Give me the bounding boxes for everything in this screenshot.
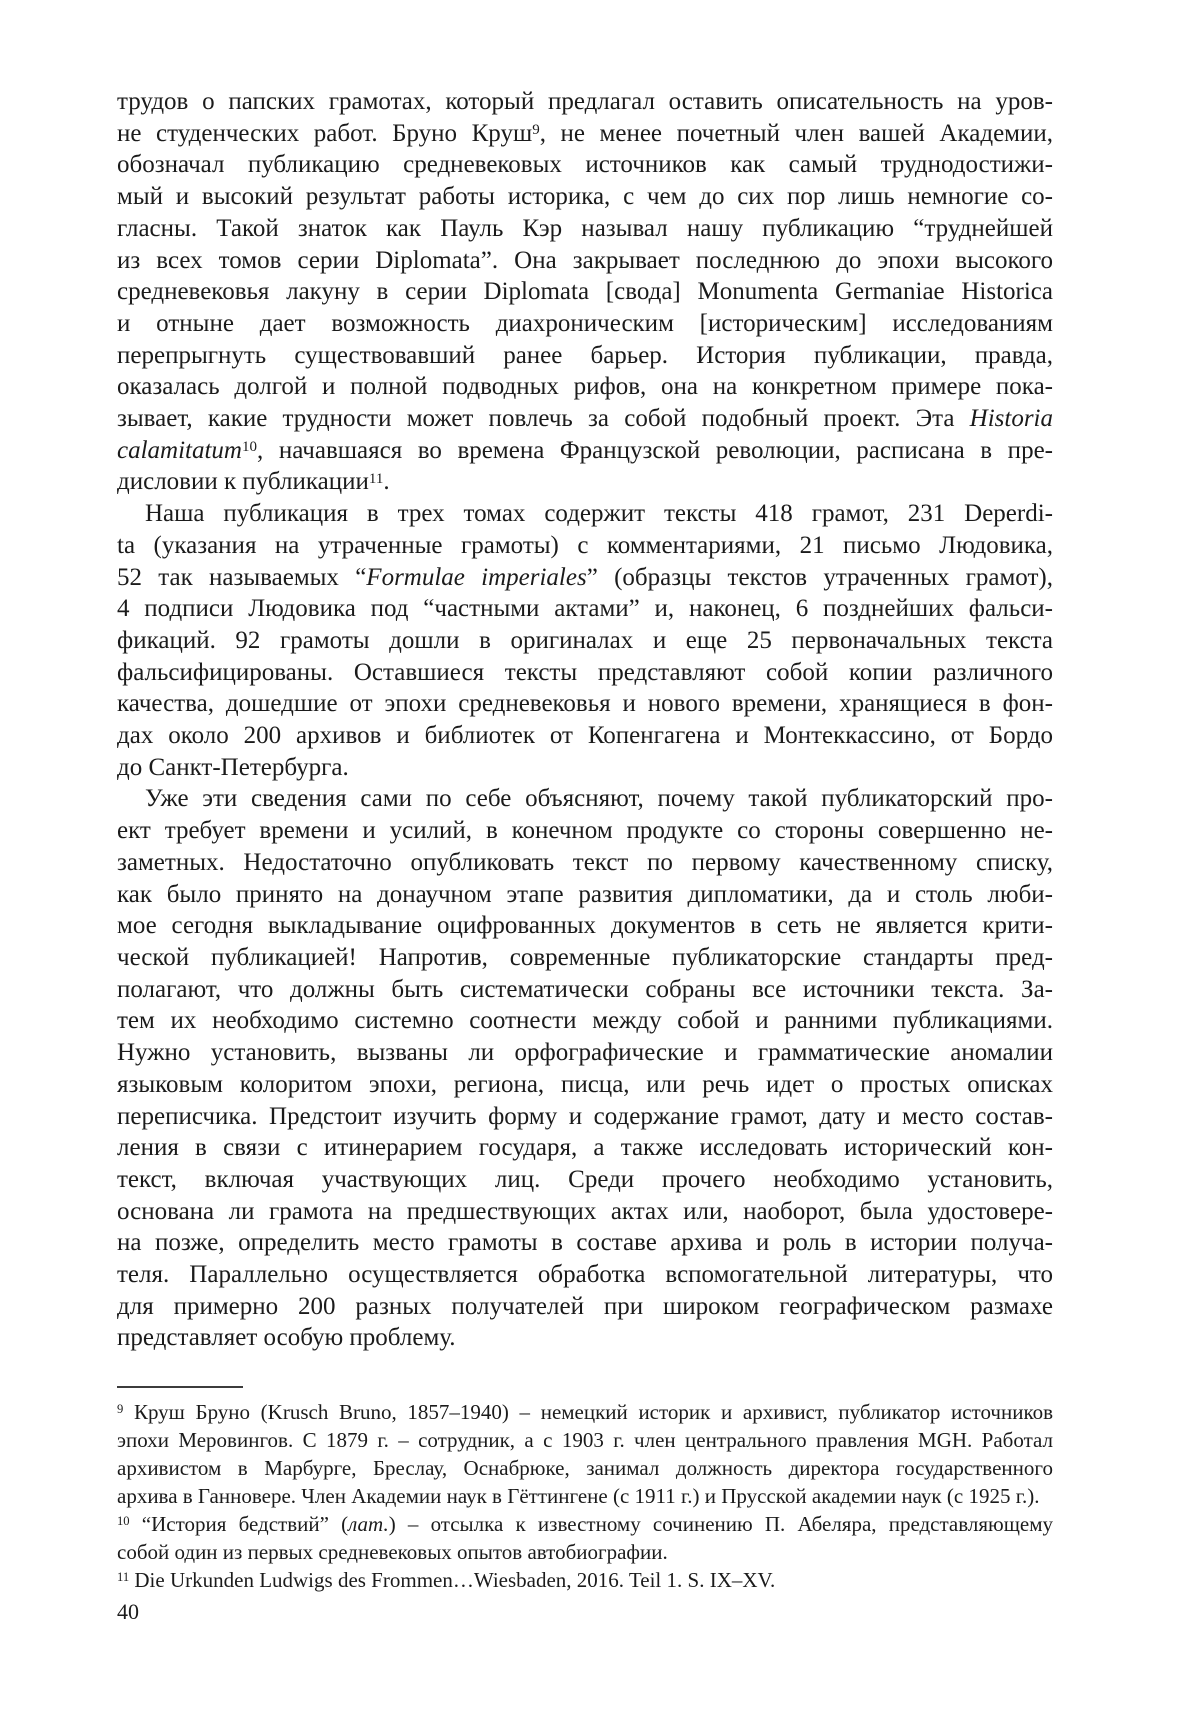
body-line: Уже эти сведения сами по себе объясняют, почему такой публикаторский про- (145, 785, 1053, 813)
body-line: на позже, определить место грамоты в составе архива и роль в истории получа- (117, 1229, 1053, 1257)
body-line: и отныне дает возможность диахроническим [историческим] исследованиям (117, 309, 1053, 337)
body-line: ческой публикацией! Напротив, современные публикаторские стандарты пред- (117, 943, 1053, 971)
body-line: calamitatum$^{10}$, начавшаяся во времена Французской революции, расписана в пре- (117, 436, 1053, 464)
body-line: представляет особую проблему. (117, 1324, 456, 1352)
body-line: качества, дошедшие от эпохи средневековья и нового времени, хранящиеся в фон- (117, 690, 1053, 718)
footnote-line: $^{11}$ Die Urkunden Ludwigs des Frommen…Wiesbaden, 2016. Teil 1. S. IX–XV. (117, 1568, 776, 1592)
body-line: дах около 200 архивов и библиотек от Копенгагена и Монтеккассино, от Бордо (117, 722, 1053, 750)
footnote-line: архивистом в Марбурге, Бреслау, Оснабрюке, занимал должность директора государственного (117, 1456, 1053, 1480)
body-line: основана ли грамота на предшествующих актах или, наоборот, была удостовере- (117, 1197, 1053, 1225)
body-line: обозначал публикацию средневековых источников как самый труднодостижи- (117, 151, 1053, 179)
body-line: дисловии к публикации$^{11}$. (117, 468, 390, 496)
body-line: гласны. Такой знаток как Пауль Кэр называл нашу публикацию “труднейшей (117, 214, 1053, 242)
body-line: зывает, какие трудности может повлечь за собой подобный проект. Эта Historia (117, 405, 1053, 433)
footnote-line: $^9$ Круш Бруно (Krusch Bruno, 1857–1940) – немецкий историк и архивист, публикатор источников (117, 1400, 1053, 1424)
footnotes-block (117, 1398, 1053, 1594)
body-line: средневековья лакуну в серии Diplomata [свода] Monumenta Germaniae Historica (117, 278, 1053, 306)
body-line: ект требует времени и усилий, в конечном продукте со стороны совершенно не- (117, 817, 1053, 845)
footnote-separator (117, 1386, 243, 1388)
footnote-line: собой один из первых средневековых опытов автобиографии. (117, 1540, 668, 1564)
body-line: тем их необходимо системно соотнести между собой и ранними публикациями. (117, 1007, 1053, 1035)
body-line: фальсифицированы. Оставшиеся тексты представляют собой копии различного (117, 658, 1053, 686)
body-line: переписчика. Предстоит изучить форму и содержание грамот, дату и место состав- (117, 1102, 1053, 1130)
body-line: из всех томов серии Diplomata”. Она закрывает последнюю до эпохи высокого (117, 246, 1053, 274)
footnote-line: архива в Ганновере. Член Академии наук в Гёттингене (с 1911 г.) и Прусской академии наук (с 1925 г.). (117, 1484, 1040, 1508)
body-line: Наша публикация в трех томах содержит тексты 418 грамот, 231 Deperdi- (145, 500, 1053, 528)
body-line: перепрыгнуть существовавший ранее барьер. История публикации, правда, (117, 341, 1053, 369)
body-line: ления в связи с итинерарием государя, а также исследовать исторический кон- (117, 1134, 1053, 1162)
body-line: оказалась долгой и полной подводных рифов, она на конкретном примере пока- (117, 373, 1053, 401)
body-line: трудов о папских грамотах, который предлагал оставить описательность на уров- (117, 88, 1053, 115)
body-line: как было принято на донаучном этапе развития дипломатики, да и столь люби- (117, 880, 1053, 908)
body-line: текст, включая участвующих лиц. Среди прочего необходимо установить, (117, 1165, 1053, 1193)
body-line: мый и высокий результат работы историка, с чем до сих пор лишь немногие со- (117, 183, 1053, 211)
body-line: ta (указания на утраченные грамоты) с комментариями, 21 письмо Людовика, (117, 531, 1053, 559)
body-line: для примерно 200 разных получателей при широком географическом размахе (117, 1292, 1053, 1320)
body-line: мое сегодня выкладывание оцифрованных документов в сеть не является крити- (117, 912, 1053, 940)
body-line: заметных. Недостаточно опубликовать текст по первому качественному списку, (117, 848, 1053, 876)
body-line: до Санкт-Петербурга. (117, 753, 349, 781)
body-line: языковым колоритом эпохи, региона, писца, или речь идет о простых описках (117, 1070, 1053, 1098)
page-number: 40 (117, 1599, 139, 1624)
body-line: Нужно установить, вызваны ли орфографические и грамматические аномалии (117, 1039, 1053, 1067)
body-line: не студенческих работ. Бруно Круш$^9$, не менее почетный член вашей Академии, (117, 119, 1053, 147)
footnote-line: $^{10}$ “История бедствий” (лат.) – отсылка к известному сочинению П. Абеляра, представляющему (117, 1512, 1053, 1536)
body-line: 4 подписи Людовика под “частными актами” и, наконец, 6 позднейших фальси- (117, 595, 1053, 623)
body-text-block (117, 86, 1053, 1354)
body-line: фикаций. 92 грамоты дошли в оригиналах и еще 25 первоначальных текста (117, 626, 1053, 654)
footnote-line: эпохи Меровингов. С 1879 г. – сотрудник, а с 1903 г. член центрального правления MGH. Работал (117, 1428, 1053, 1452)
body-line: полагают, что должны быть систематически собраны все источники текста. За- (117, 975, 1053, 1003)
body-line: теля. Параллельно осуществляется обработка вспомогательной литературы, что (117, 1261, 1053, 1289)
body-line: 52 так называемых “Formulae imperiales” (образцы текстов утраченных грамот), (117, 563, 1053, 591)
